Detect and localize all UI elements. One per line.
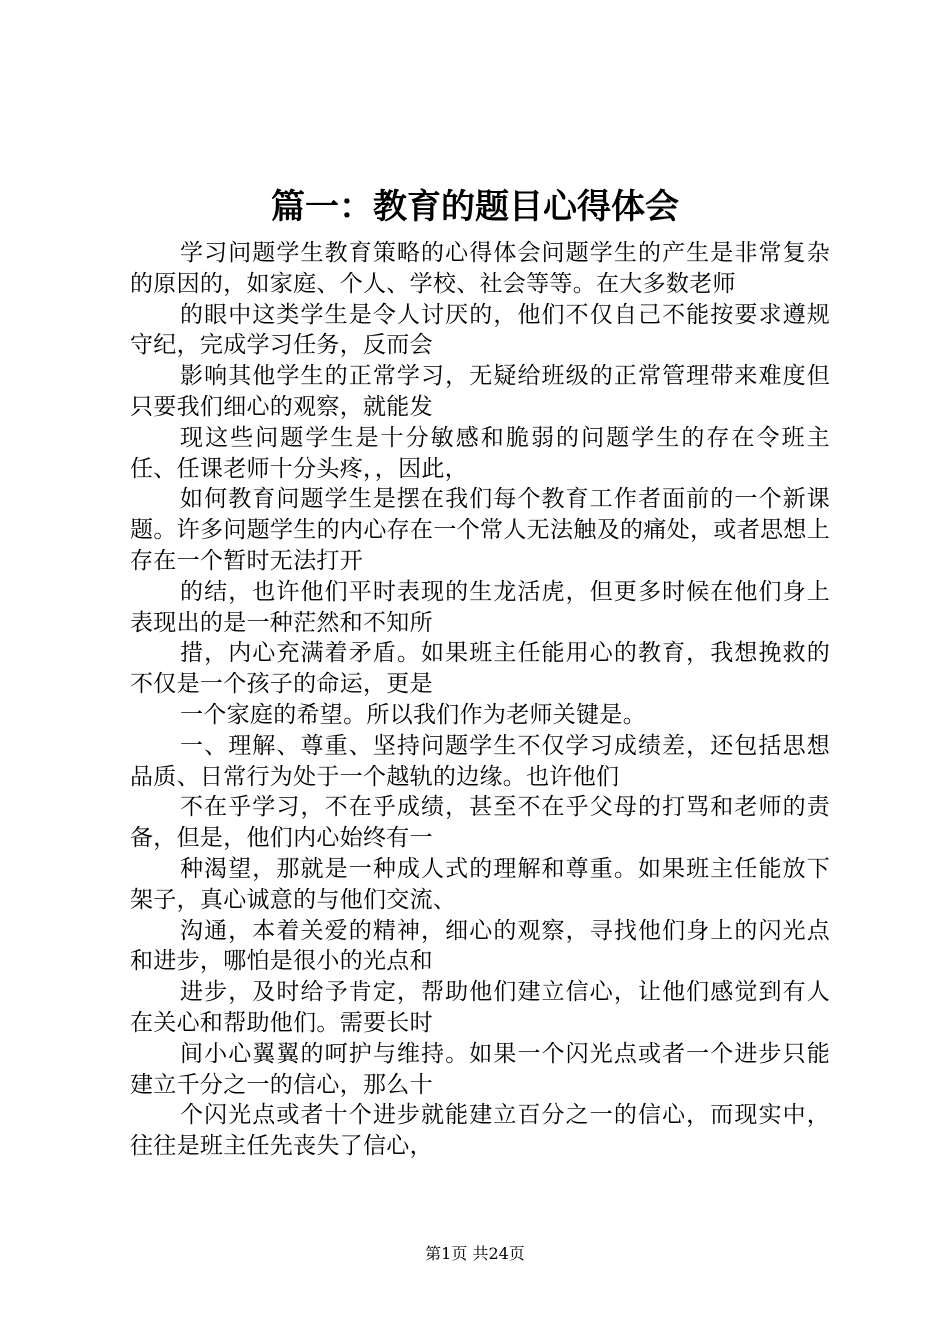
paragraph: 的眼中这类学生是令人讨厌的，他们不仅自己不能按要求遵规守纪，完成学习任务，反而会: [130, 301, 830, 359]
paragraph: 措，内心充满着矛盾。如果班主任能用心的教育，我想挽救的不仅是一个孩子的命运，更是: [130, 640, 830, 698]
document-title: 篇一：教育的题目心得体会: [271, 187, 679, 227]
paragraph: 如何教育问题学生是摆在我们每个教育工作者面前的一个新课题。许多问题学生的内心存在一个常人无法触及的痛处，或者思想上存在一个暂时无法打开: [130, 486, 830, 574]
paragraph: 间小心翼翼的呵护与维持。如果一个闪光点或者一个进步只能建立千分之一的信心，那么十: [130, 1040, 830, 1098]
paragraph: 个闪光点或者十个进步就能建立百分之一的信心，而现实中，往往是班主任先丧失了信心，: [130, 1102, 830, 1160]
page-number-footer: 第1页 共24页: [425, 1244, 525, 1263]
paragraph: 一个家庭的希望。所以我们作为老师关键是。: [180, 701, 646, 728]
paragraph: 的结，也许他们平时表现的生龙活虎，但更多时候在他们身上表现出的是一种茫然和不知所: [130, 578, 830, 636]
document-body: [130, 238, 830, 1162]
paragraph: 现这些问题学生是十分敏感和脆弱的问题学生的存在令班主任、任课老师十分头疼，，因此，: [130, 424, 830, 482]
paragraph: 一、理解、尊重、坚持问题学生不仅学习成绩差，还包括思想品质、日常行为处于一个越轨的边缘。也许他们: [130, 732, 830, 790]
paragraph: 学习问题学生教育策略的心得体会问题学生的产生是非常复杂的原因的，如家庭、个人、学校、社会等等。在大多数老师: [130, 240, 830, 297]
paragraph: 沟通，本着关爱的精神，细心的观察，寻找他们身上的闪光点和进步，哪怕是很小的光点和: [130, 917, 830, 975]
paragraph: 种渴望，那就是一种成人式的理解和尊重。如果班主任能放下架子，真心诚意的与他们交流、: [130, 855, 830, 913]
paragraph: 影响其他学生的正常学习，无疑给班级的正常管理带来难度但只要我们细心的观察，就能发: [130, 363, 830, 420]
paragraph: 进步，及时给予肯定，帮助他们建立信心，让他们感觉到有人在关心和帮助他们。需要长时: [130, 979, 830, 1036]
paragraph: 不在乎学习，不在乎成绩，甚至不在乎父母的打骂和老师的责备，但是，他们内心始终有一: [130, 794, 830, 852]
